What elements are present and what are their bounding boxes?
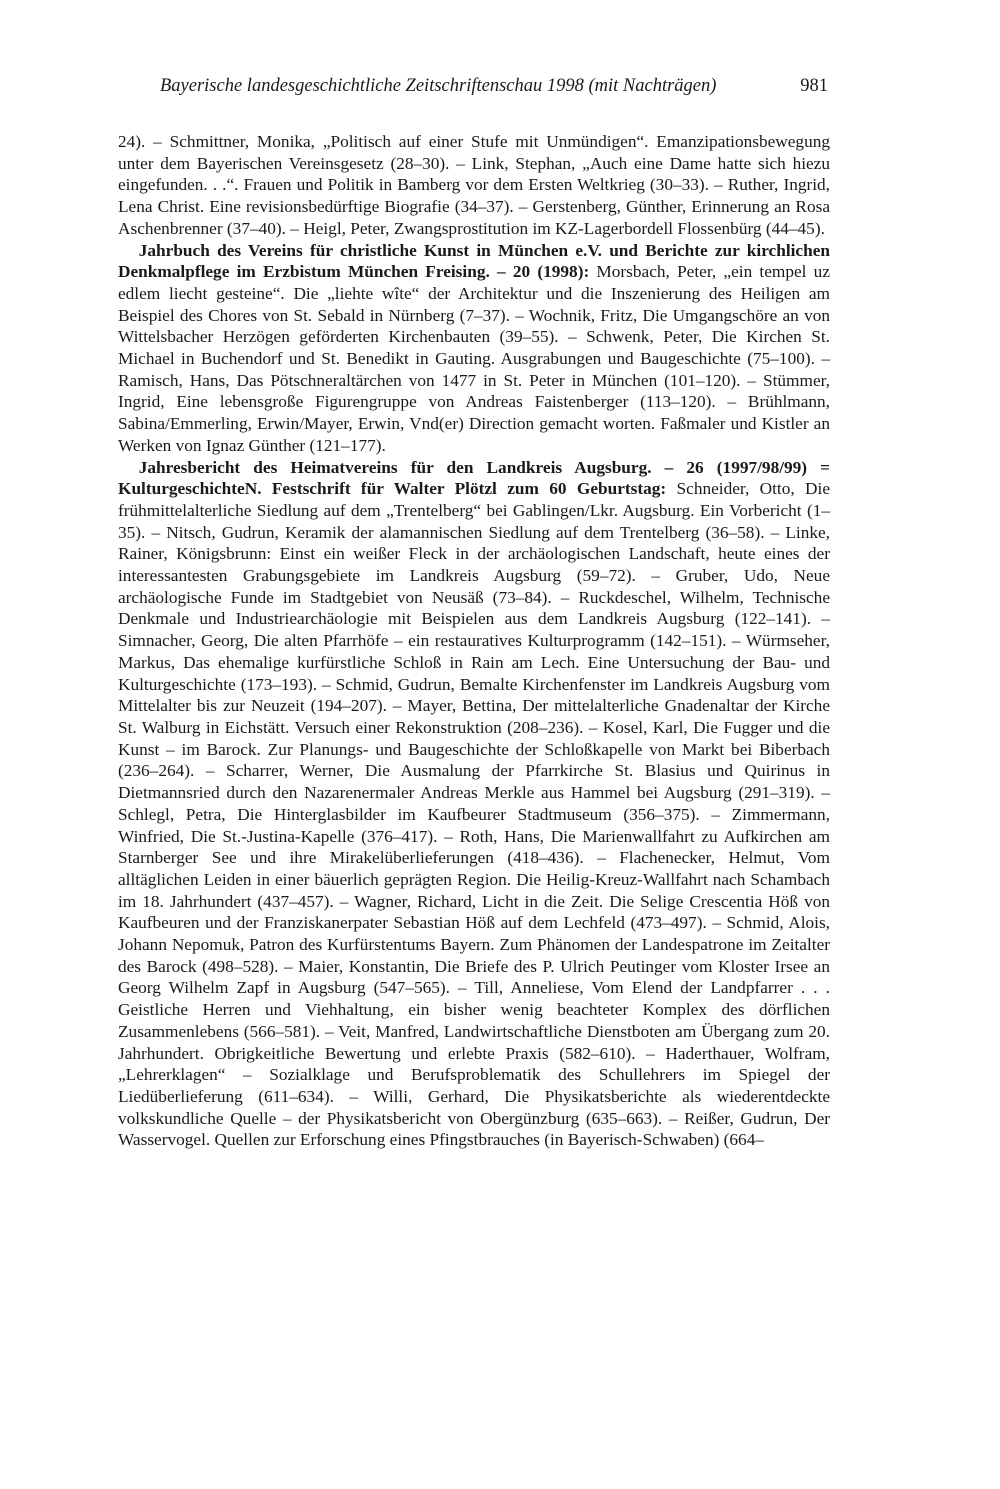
paragraph-text: 24). – Schmittner, Monika, „Politisch auf einer Stufe mit Unmündigen“. Emanzipationsbewegung unter dem Bayerischen Vereinsgesetz (28–30). – Link, Stephan, „Auch eine Dame hatte sich hiezu eingefunden. . .“. Frauen und Politik in Bamberg vor dem Ersten Weltkrieg (30–33). – Ruther, Ingrid, Lena Christ. Eine revisionsbedürftige Biografie (34–37). – Gerstenberg, Günther, Erinnerung an Rosa Aschenbrenner (37–40). – Heigl, Peter, Zwangsprostitution im KZ-Lagerbordell Flossenbürg (44–45). [118,132,830,238]
bibliography-entry-jahresbericht-heimatverein [118,457,830,1152]
entry-heading: Jahresbericht des Heimatvereins für den Landkreis Augsburg. – 26 (1997/98/99) = KulturgeschichteN. Festschrift für Walter Plötzl zum 60 Geburtstag: [118,457,830,499]
paragraph-continuation [118,131,830,240]
entry-text: Morsbach, Peter, „ein tempel uz edlem liecht gesteine“. Die „liehte wîte“ der Architektur und die Inszenierung des Heiligen am Beispiel des Chores von St. Sebald in Nürnberg (7–37). – Wochnik, Fritz, Die Umgangschöre an von Wittelsbacher Herzögen geförderten Kirchenbauten (39–55). – Schwenk, Peter, Die Kirchen St. Michael in Buchendorf und St. Benedikt in Gauting. Ausgrabungen und Baugeschichte (75–100). – Ramisch, Hans, Das Pötschneraltärchen von 1477 in St. Peter in München (101–120). – Stümmer, Ingrid, Eine lebensgroße Figurengruppe von Andreas Faistenberger (113–120). – Brühlmann, Sabina/Emmerling, Erwin/Mayer, Erwin, Vnd(er) Direction gemacht worten. Faßmaler und Kistler an Werken von Ignaz Günther (121–177). [118,262,830,455]
entry-text: Schneider, Otto, Die frühmittelalterliche Siedlung auf dem „Trentelberg“ bei Gablingen/Lkr. Augsburg. Ein Vorbericht (1–35). – Nitsch, Gudrun, Keramik der alamannischen Siedlung auf dem Trentelberg (36–58). – Linke, Rainer, Königsbrunn: Einst ein weißer Fleck in der archäologischen Landschaft, heute eines der interessantesten Grabungsgebiete im Landkreis Augsburg (59–72). – Gruber, Udo, Neue archäologische Funde im Stadtgebiet von Neusäß (73–84). – Ruckdeschel, Wilhelm, Technische Denkmale und Industriearchäologie mit Beispielen aus dem Landkreis Augsburg (122–141). – Simnacher, Georg, Die alten Pfarrhöfe – ein restauratives Kulturprogramm (142–151). – Würmseher, Markus, Das ehemalige kurfürstliche Schloß in Rain am Lech. Eine Untersuchung der Bau- und Kulturgeschichte (173–193). – Schmid, Gudrun, Bemalte Kirchenfenster im Landkreis Augsburg vom Mittelalter bis zur Neuzeit (194–207). – Mayer, Bettina, Der mittelalterliche Gnadenaltar der Kirche St. Walburg in Eichstätt. Versuch einer Rekonstruktion (208–236). – Kosel, Karl, Die Fugger und die Kunst – im Barock. Zur Planungs- und Baugeschichte der Schloßkapelle von Markt bei Biberbach (236–264). – Scharrer, Werner, Die Ausmalung der Pfarrkirche St. Blasius und Quirinus in Dietmannsried durch den Nazarenermaler Andreas Merkle aus Hammel bei Augsburg (291–319). –Schlegl, Petra, Die Hinterglasbilder im Kaufbeurer Stadtmuseum (356–375). – Zimmermann, Winfried, Die St.-Justina-Kapelle (376–417). – Roth, Hans, Die Marienwallfahrt zu Aufkirchen am Starnberger See und ihre Mirakelüberlieferungen (418–436). – Flachenecker, Helmut, Vom alltäglichen Leiden in einer bäuerlich geprägten Region. Die Heilig-Kreuz-Wallfahrt nach Schambach im 18. Jahrhundert (437–457). – Wagner, Richard, Licht in die Zeit. Die Selige Crescentia Höß von Kaufbeuren und der Franziskanerpater Sebastian Höß auf dem Lechfeld (473–497). – Schmid, Alois, Johann Nepomuk, Patron des Kurfürstentums Bayern. Zum Phänomen der Landespatrone im Zeitalter des Barock (498–528). – Maier, Konstantin, Die Briefe des P. Ulrich Peutinger vom Kloster Irsee an Georg Wilhelm Zapf in Augsburg (547–565). – Till, Anneliese, Vom Elend der Landpfarrer . . . Geistliche Herren und Viehhaltung, ein bisher wenig beachteter Komplex des dörflichen Zusammenlebens (566–581). – Veit, Manfred, Landwirtschaftliche Dienstboten am Übergang zum 20. Jahrhundert. Obrigkeitliche Bewertung und erlebte Praxis (582–610). – Haderthauer, Wolfram, „Lehrerklagen“ – Sozialklage und Berufsproblematik des Schullehrers im Spiegel der Liedüberlieferung (611–634). – Willi, Gerhard, Die Physikatsberichte als wiederentdeckte volkskundliche Quelle – der Physikatsbericht von Obergünzburg (635–663). – Reißer, Gudrun, Der Wasservogel. Quellen zur Erforschung eines Pfingstbrauches (in Bayerisch-Schwaben) (664– [118,479,831,1150]
bibliography-entry-jahrbuch-christliche-kunst [118,240,830,457]
body-text [118,131,830,1151]
entry-heading: Jahrbuch des Vereins für christliche Kunst in München e.V. und Berichte zur kirchlichen Denkmalpflege im Erzbistum München Freising. – 20 (1998): [118,240,830,282]
page-number: 981 [800,76,828,96]
running-title: Bayerische landesgeschichtliche Zeitschriftenschau 1998 (mit Nachträgen) [160,76,717,96]
page-header [160,68,828,104]
